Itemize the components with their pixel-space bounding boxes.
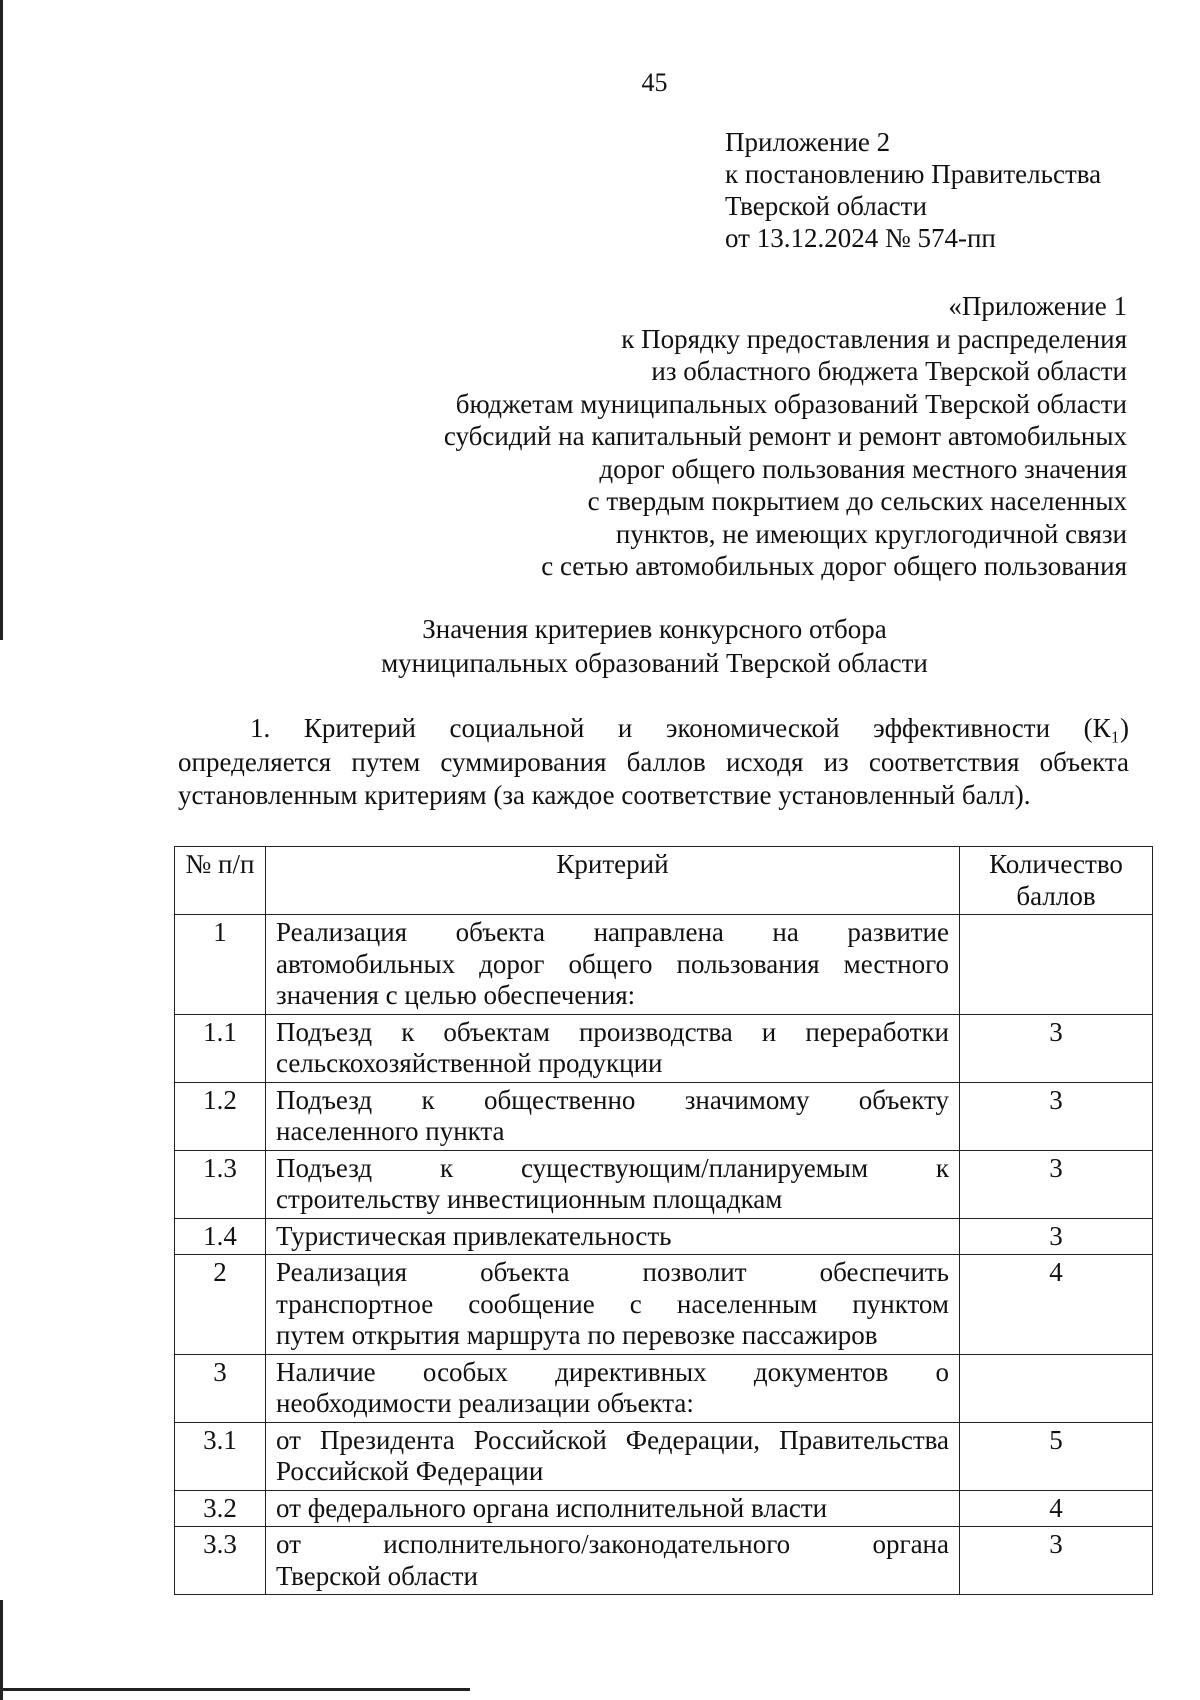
criterion-line: Подъезд к существующим/планируемым к	[276, 1152, 949, 1183]
row-points: 3	[960, 1150, 1153, 1218]
page-number: 45	[641, 68, 668, 97]
row-points: 3	[960, 1082, 1153, 1150]
criterion-line: Наличие особых директивных документов о	[276, 1356, 949, 1387]
criterion-line: путем открытия маршрута по перевозке пассажиров	[276, 1320, 878, 1350]
row-criterion	[266, 915, 960, 1015]
inner-appendix-header	[444, 290, 1127, 583]
appendix-line: от 13.12.2024 № 574-пп	[725, 223, 996, 253]
row-criterion	[266, 1255, 960, 1355]
table-row	[175, 1354, 1153, 1422]
criterion-line: населенного пункта	[276, 1116, 505, 1146]
row-number: 1	[175, 915, 266, 1015]
criterion-line: Подъезд к объектам производства и переработки	[276, 1016, 949, 1047]
table-header-row	[175, 847, 1153, 915]
criterion-line: Реализация объекта направлена на развитие	[276, 917, 949, 947]
inner-appendix-line: с сетью автомобильных дорог общего пользования	[541, 551, 1127, 581]
row-number: 2	[175, 1255, 266, 1355]
row-points: 3	[960, 1014, 1153, 1082]
row-criterion	[266, 1014, 960, 1082]
intro-line: 1. Критерий социальной и экономической эффективности (К₁)	[250, 713, 1129, 743]
inner-appendix-line: «Приложение 1	[948, 291, 1127, 321]
table-row	[175, 1490, 1153, 1527]
document-title	[0, 612, 1200, 680]
row-number: 1.4	[175, 1218, 266, 1255]
header-num: № п/п	[175, 847, 266, 915]
row-number: 1.1	[175, 1014, 266, 1082]
criteria-table	[174, 846, 1153, 1595]
intro-line: установленным критериям (за каждое соответствие установленный балл).	[178, 780, 1031, 810]
table-row	[175, 915, 1153, 1015]
row-number: 1.3	[175, 1150, 266, 1218]
row-points: 4	[960, 1255, 1153, 1355]
row-number: 1.2	[175, 1082, 266, 1150]
criterion-line: от исполнительного/законодательного органа	[276, 1529, 949, 1559]
inner-appendix-line: с твердым покрытием до сельских населенных	[587, 486, 1127, 516]
row-points	[960, 915, 1153, 1015]
row-criterion	[266, 1082, 960, 1150]
scan-edge	[0, 1600, 3, 1700]
inner-appendix-line: из областного бюджета Тверской области	[651, 356, 1127, 386]
appendix-line: к постановлению Правительства	[725, 159, 1102, 189]
row-criterion	[266, 1422, 960, 1490]
criterion-line: значения с целью обеспечения:	[276, 980, 636, 1010]
criterion-line: сельскохозяйственной продукции	[276, 1048, 663, 1078]
intro-line: определяется путем суммирования баллов исходя из соответствия объекта	[178, 746, 1129, 777]
row-points	[960, 1354, 1153, 1422]
table-body	[175, 915, 1153, 1595]
criterion-line: от Президента Российской Федерации, Правительства Российской Федерации	[276, 1424, 949, 1486]
criterion-line: Туристическая привлекательность	[276, 1220, 672, 1251]
row-points: 4	[960, 1490, 1153, 1527]
header-criterion: Критерий	[266, 847, 960, 915]
row-criterion	[266, 1490, 960, 1527]
row-number: 3.3	[175, 1527, 266, 1595]
inner-appendix-line: к Порядку предоставления и распределения	[621, 323, 1127, 354]
header-points: Количество баллов	[960, 847, 1153, 915]
criterion-line: от федерального органа исполнительной власти	[276, 1492, 828, 1523]
inner-appendix-line: субсидий на капитальный ремонт и ремонт автомобильных	[443, 421, 1127, 451]
row-criterion	[266, 1218, 960, 1255]
criterion-line: Тверской области	[276, 1560, 478, 1591]
table-row	[175, 1218, 1153, 1255]
inner-appendix-line: пунктов, не имеющих круглогодичной связи	[615, 518, 1127, 549]
intro-paragraph	[178, 712, 1129, 813]
table-row	[175, 1082, 1153, 1150]
criterion-line: транспортное сообщение с населенным пунктом	[276, 1288, 949, 1319]
criterion-line: необходимости реализации объекта:	[276, 1388, 694, 1418]
title-line: муниципальных образований Тверской области	[381, 648, 928, 678]
criterion-line: Реализация объекта позволит обеспечить	[276, 1257, 949, 1287]
table-row	[175, 1527, 1153, 1595]
row-number: 3.1	[175, 1422, 266, 1490]
inner-appendix-line: бюджетам муниципальных образований Тверской области	[455, 388, 1127, 419]
criterion-line: автомобильных дорог общего пользования местного	[276, 948, 949, 979]
table-row	[175, 1255, 1153, 1355]
row-criterion	[266, 1150, 960, 1218]
row-criterion	[266, 1527, 960, 1595]
row-number: 3.2	[175, 1490, 266, 1527]
row-points: 3	[960, 1218, 1153, 1255]
table-row	[175, 1150, 1153, 1218]
table-row	[175, 1014, 1153, 1082]
inner-appendix-line: дорог общего пользования местного значения	[599, 453, 1127, 484]
row-points: 5	[960, 1422, 1153, 1490]
row-number: 3	[175, 1354, 266, 1422]
row-criterion	[266, 1354, 960, 1422]
criterion-line: Подъезд к общественно значимому объекту	[276, 1084, 949, 1115]
table-row	[175, 1422, 1153, 1490]
title-line: Значения критериев конкурсного отбора	[422, 614, 887, 644]
appendix-line: Тверской области	[725, 191, 927, 221]
appendix-header	[725, 126, 1101, 254]
appendix-line: Приложение 2	[725, 127, 891, 157]
scan-edge	[0, 1688, 470, 1691]
criterion-line: строительству инвестиционным площадкам	[276, 1184, 783, 1214]
row-points: 3	[960, 1527, 1153, 1595]
